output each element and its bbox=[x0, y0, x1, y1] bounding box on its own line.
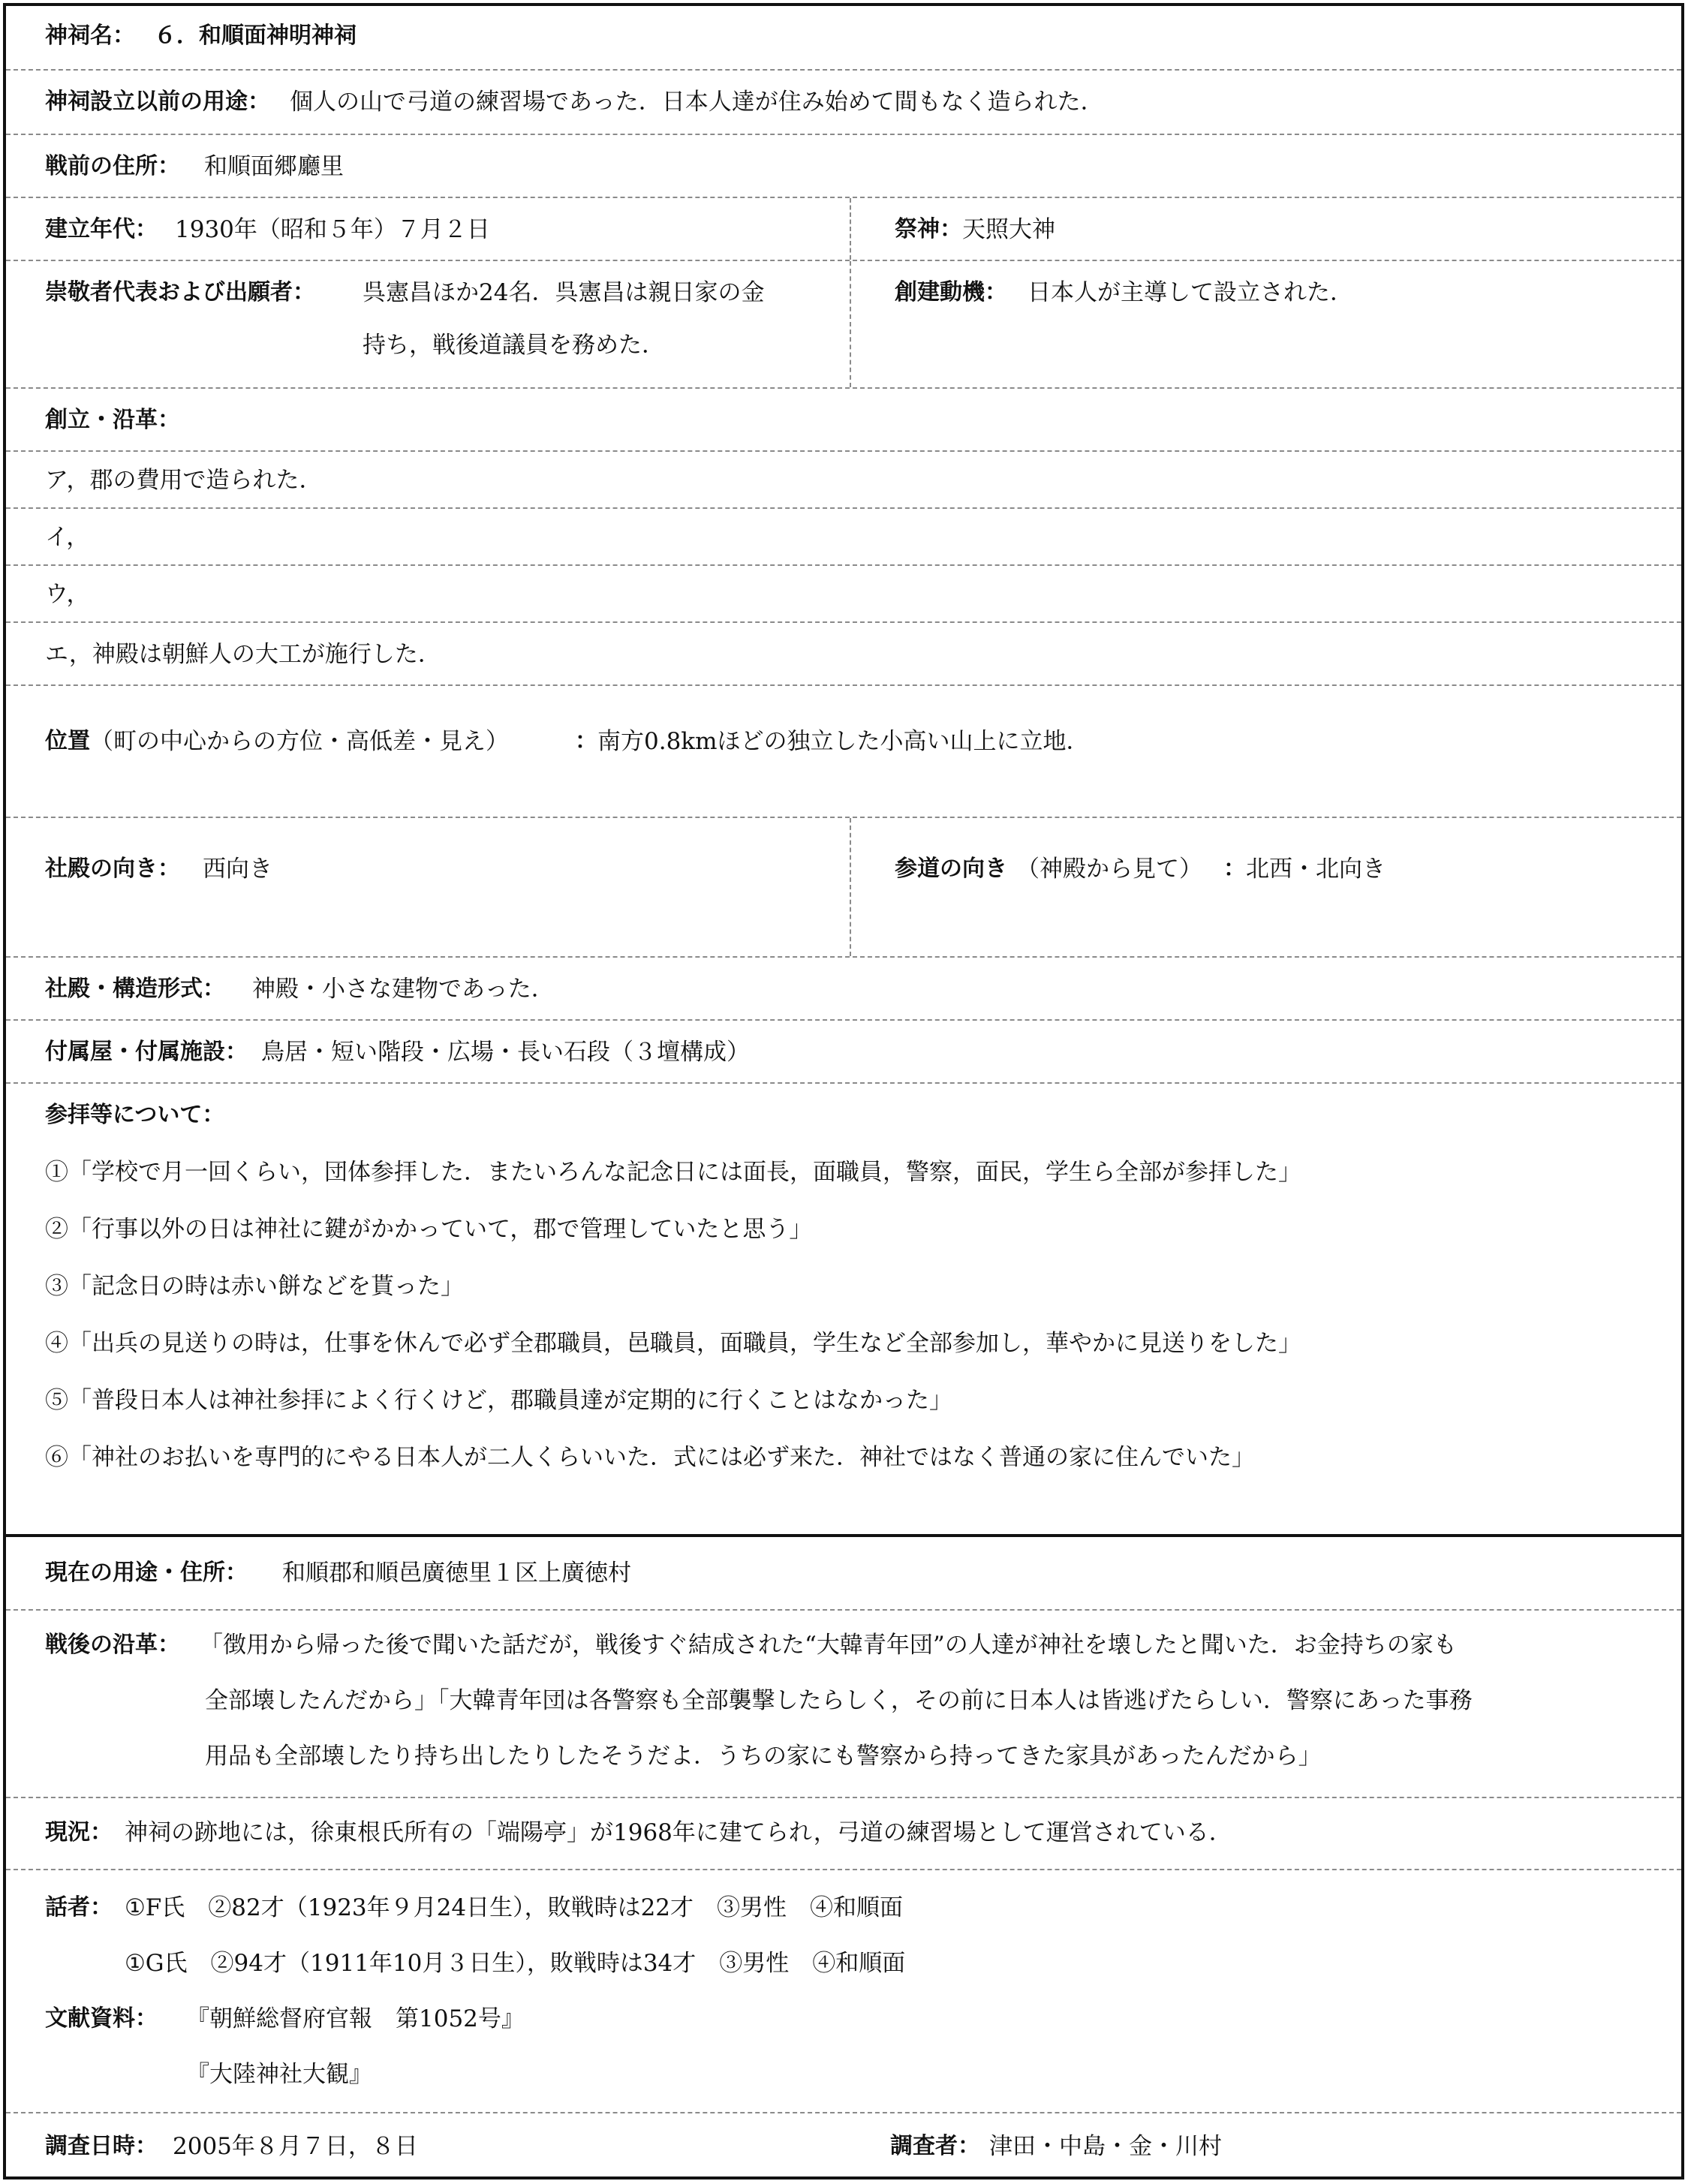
history-item-u-text: ウ， bbox=[45, 581, 90, 608]
speakers-label: 話者： bbox=[45, 1894, 113, 1921]
worship-item: ⑤「普段日本人は神社参拝によく行くけど，郡職員達が定期的に行くことはなかった」 bbox=[45, 1387, 952, 1414]
founded-value: 1930年（昭和５年）７月２日 bbox=[175, 216, 490, 243]
history-label-row bbox=[6, 389, 1681, 452]
founded-cell bbox=[6, 198, 851, 260]
worship-label: 参拝等について： bbox=[45, 1102, 225, 1128]
history-label: 創立・沿革： bbox=[45, 407, 180, 433]
shrine-direction-label: 社殿の向き： bbox=[45, 856, 180, 882]
worship-item: ①「学校で月一回くらい，団体参拝した．またいろんな記念日には面長，面職員，警察，面民，学生ら全部が参拝した」 bbox=[45, 1159, 1301, 1186]
structure-value: 神殿・小さな建物であった． bbox=[252, 976, 555, 1003]
history-item-i bbox=[6, 509, 1681, 566]
worshippers-label: 崇敬者代表および出願者： bbox=[45, 279, 315, 305]
shrine-direction-cell bbox=[6, 818, 851, 956]
history-item-a bbox=[6, 452, 1681, 509]
deity-value: 天照大神 bbox=[962, 216, 1055, 243]
facilities-value: 鳥居・短い階段・広場・長い石段（３壇構成） bbox=[261, 1039, 750, 1066]
worship-item: ④「出兵の見送りの時は，仕事を休んで必ず全郡職員，邑職員，面職員，学生など全部参加し，華やかに見送りをした」 bbox=[45, 1330, 1301, 1357]
directions-row bbox=[6, 818, 1681, 958]
source-line: 『大陸神社大観』 bbox=[186, 2061, 372, 2088]
worshippers-line-2: 持ち，戦後道議員を務めた． bbox=[363, 332, 665, 359]
shrine-name-value: ６．和順面神明神祠 bbox=[154, 23, 357, 49]
worship-item: ②「行事以外の日は神社に鍵がかかっていて，郡で管理していたと思う」 bbox=[45, 1216, 813, 1243]
prewar-address-value: 和順面郷廳里 bbox=[204, 153, 344, 180]
location-value: 南方0.8kmほどの独立した小高い山上に立地． bbox=[597, 728, 1090, 755]
postwar-label: 戦後の沿革： bbox=[45, 1632, 180, 1658]
location-colon: ： bbox=[575, 728, 597, 754]
facilities-row bbox=[6, 1021, 1681, 1084]
current-address-label: 現在の用途・住所： bbox=[45, 1560, 248, 1586]
founded-deity-row bbox=[6, 198, 1681, 261]
prewar-address-row bbox=[6, 135, 1681, 198]
structure-row bbox=[6, 958, 1681, 1021]
source-line: 『朝鮮総督府官報 第1052号』 bbox=[186, 2005, 525, 2032]
history-item-a-text: ア，郡の費用で造られた． bbox=[45, 467, 323, 494]
postwar-line-3: 用品も全部壊したり持ち出したりしたそうだよ．うちの家にも警察から持ってきた家具があったんだから」 bbox=[205, 1743, 1322, 1770]
history-item-u bbox=[6, 566, 1681, 623]
status-value: 神祠の跡地には，徐東根氏所有の「端陽亭」が1968年に建てられ，弓道の練習場として運営されている． bbox=[125, 1819, 1232, 1846]
approach-direction-label: 参道の向き bbox=[895, 856, 1007, 882]
worship-item: ⑥「神社のお払いを専門的にやる日本人が二人くらいいた．式には必ず来た．神社ではなく普通の家に住んでいた」 bbox=[45, 1444, 1255, 1471]
founded-label: 建立年代： bbox=[45, 216, 158, 242]
postwar-line-1: 「徴用から帰った後で聞いた話だが，戦後すぐ結成された“大韓青年団”の人達が神社を壊したと聞いた．お金持ちの家も bbox=[200, 1632, 1457, 1659]
structure-label: 社殿・構造形式： bbox=[45, 976, 225, 1002]
history-item-e bbox=[6, 623, 1681, 686]
current-address-row bbox=[6, 1537, 1681, 1611]
approach-direction-label-note: （神殿から見て） bbox=[1016, 856, 1202, 883]
worshippers-cell bbox=[6, 261, 851, 387]
worshippers-line-1: 呉憲昌ほか24名．呉憲昌は親日家の金 bbox=[363, 279, 765, 306]
motive-cell bbox=[851, 261, 1681, 387]
postwar-row bbox=[6, 1611, 1681, 1798]
motive-label: 創建動機： bbox=[895, 279, 1007, 305]
facilities-label: 付属屋・付属施設： bbox=[45, 1039, 248, 1065]
deity-cell bbox=[851, 198, 1681, 260]
shrine-record-sheet bbox=[3, 3, 1684, 2179]
approach-direction-colon: ： bbox=[1223, 856, 1246, 882]
location-label-note: （町の中心からの方位・高低差・見え） bbox=[90, 728, 509, 755]
surveyors-label: 調査者： bbox=[890, 2133, 980, 2159]
survey-date-value: 2005年８月７日，８日 bbox=[173, 2133, 418, 2160]
speakers-sources-row bbox=[6, 1870, 1681, 2113]
speaker-line: ①G氏 ②94才（1911年10月３日生），敗戦時は34才 ③男性 ④和順面 bbox=[125, 1950, 906, 1977]
current-address-value: 和順郡和順邑廣徳里１区上廣徳村 bbox=[282, 1560, 631, 1587]
shrine-name-row bbox=[6, 6, 1681, 71]
prewar-address-label: 戦前の住所： bbox=[45, 153, 180, 179]
approach-direction-value: 北西・北向き bbox=[1246, 856, 1386, 883]
pre-use-label: 神祠設立以前の用途： bbox=[45, 89, 270, 115]
approach-direction-cell bbox=[851, 818, 1681, 956]
postwar-line-2: 全部壊したんだから」「大韓青年団は各警察も全部襲撃したらしく，その前に日本人は皆逃げたらしい．警察にあった事務 bbox=[205, 1687, 1473, 1714]
worshippers-motive-row bbox=[6, 261, 1681, 389]
shrine-direction-value: 西向き bbox=[203, 856, 272, 883]
speaker-line: ①F氏 ②82才（1923年９月24日生），敗戦時は22才 ③男性 ④和順面 bbox=[125, 1894, 904, 1921]
shrine-name-label: 神祠名： bbox=[45, 23, 135, 49]
survey-date-label: 調査日時： bbox=[45, 2133, 158, 2159]
surveyors-value: 津田・中島・金・川村 bbox=[989, 2133, 1222, 2160]
pre-use-value: 個人の山で弓道の練習場であった．日本人達が住み始めて間もなく造られた． bbox=[290, 89, 1104, 116]
history-item-i-text: イ， bbox=[45, 524, 90, 551]
sources-label: 文献資料： bbox=[45, 2005, 158, 2032]
history-item-e-text: エ，神殿は朝鮮人の大工が施行した． bbox=[45, 641, 441, 668]
survey-row bbox=[6, 2113, 1681, 2176]
deity-label: 祭神： bbox=[895, 216, 962, 242]
worship-section bbox=[6, 1084, 1681, 1537]
status-row bbox=[6, 1798, 1681, 1870]
status-label: 現況： bbox=[45, 1819, 113, 1846]
pre-use-row bbox=[6, 71, 1681, 135]
worship-item: ③「記念日の時は赤い餅などを貰った」 bbox=[45, 1273, 464, 1300]
motive-value: 日本人が主導して設立された． bbox=[1028, 279, 1353, 306]
location-row bbox=[6, 686, 1681, 818]
location-label: 位置 bbox=[45, 728, 90, 754]
